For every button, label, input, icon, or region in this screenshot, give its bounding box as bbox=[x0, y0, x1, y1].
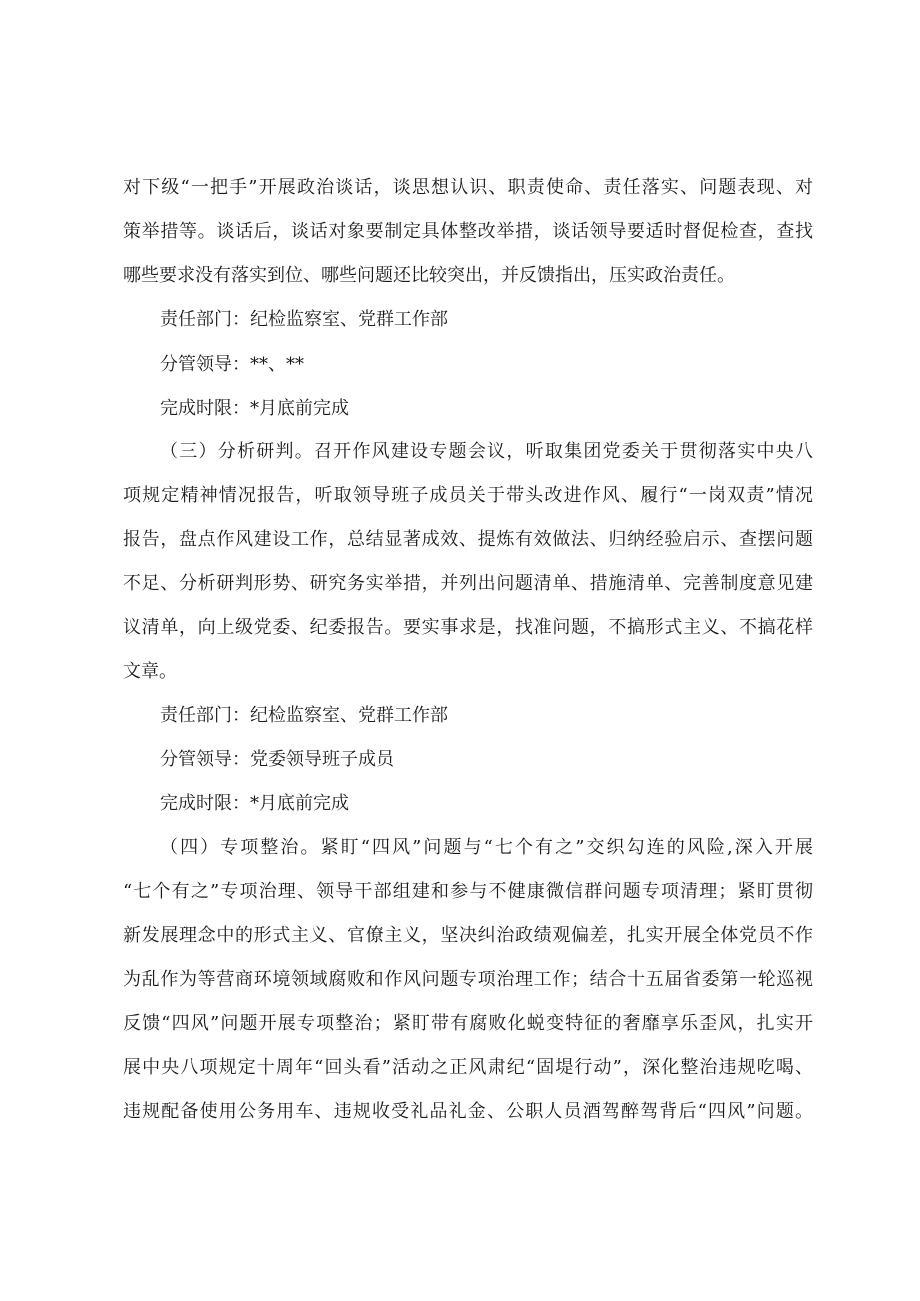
paragraph-line: “七个有之”专项治理、领导干部组建和参与不健康微信群问题专项清理；紧盯贯彻 bbox=[123, 881, 813, 902]
paragraph-line: 文章。 bbox=[123, 661, 177, 682]
paragraph-line: 报告，盘点作风建设工作，总结显著成效、提炼有效做法、归纳经验启示、查摆问题 bbox=[123, 529, 813, 550]
paragraph-line: 新发展理念中的形式主义、官僚主义，坚决纠治政绩观偏差，扎实开展全体党员不作 bbox=[123, 925, 813, 946]
paragraph-line: 对下级“一把手”开展政治谈话，谈思想认识、职责使命、责任落实、问题表现、对 bbox=[123, 177, 813, 198]
paragraph-line: （三）分析研判。召开作风建设专题会议，听取集团党委关于贯彻落实中央八 bbox=[160, 441, 813, 462]
supervising-leader: 分管领导：党委领导班子成员 bbox=[160, 749, 394, 770]
paragraph-line: 哪些要求没有落实到位、哪些问题还比较突出，并反馈指出，压实政治责任。 bbox=[123, 265, 735, 286]
paragraph-line: 策举措等。谈话后，谈话对象要制定具体整改举措，谈话领导要适时督促检查，查找 bbox=[123, 221, 813, 242]
completion-deadline: 完成时限：*月底前完成 bbox=[160, 793, 349, 814]
paragraph-line: 展中央八项规定十周年“回头看”活动之正风肃纪“固堤行动”，深化整治违规吃喝、 bbox=[123, 1057, 813, 1078]
supervising-leader: 分管领导：**、** bbox=[160, 354, 304, 375]
completion-deadline: 完成时限：*月底前完成 bbox=[160, 398, 349, 419]
paragraph-line: 不足、分析研判形势、研究务实举措，并列出问题清单、措施清单、完善制度意见建 bbox=[123, 573, 813, 594]
responsible-department: 责任部门：纪检监察室、党群工作部 bbox=[160, 705, 448, 726]
paragraph-line: 为乱作为等营商环境领域腐败和作风问题专项治理工作；结合十五届省委第一轮巡视 bbox=[123, 969, 813, 990]
paragraph-line: 议清单，向上级党委、纪委报告。要实事求是，找准问题，不搞形式主义、不搞花样 bbox=[123, 617, 813, 638]
paragraph-line: 项规定精神情况报告，听取领导班子成员关于带头改进作风、履行“一岗双责”情况 bbox=[123, 485, 813, 506]
paragraph-line: 违规配备使用公务用车、违规收受礼品礼金、公职人员酒驾醉驾背后“四风”问题。 bbox=[123, 1101, 813, 1122]
responsible-department: 责任部门：纪检监察室、党群工作部 bbox=[160, 309, 448, 330]
paragraph-line: （四）专项整治。紧盯“四风”问题与“七个有之”交织勾连的风险,深入开展 bbox=[160, 837, 813, 858]
paragraph-line: 反馈“四风”问题开展专项整治；紧盯带有腐败化蜕变特征的奢靡享乐歪风，扎实开 bbox=[123, 1013, 813, 1034]
